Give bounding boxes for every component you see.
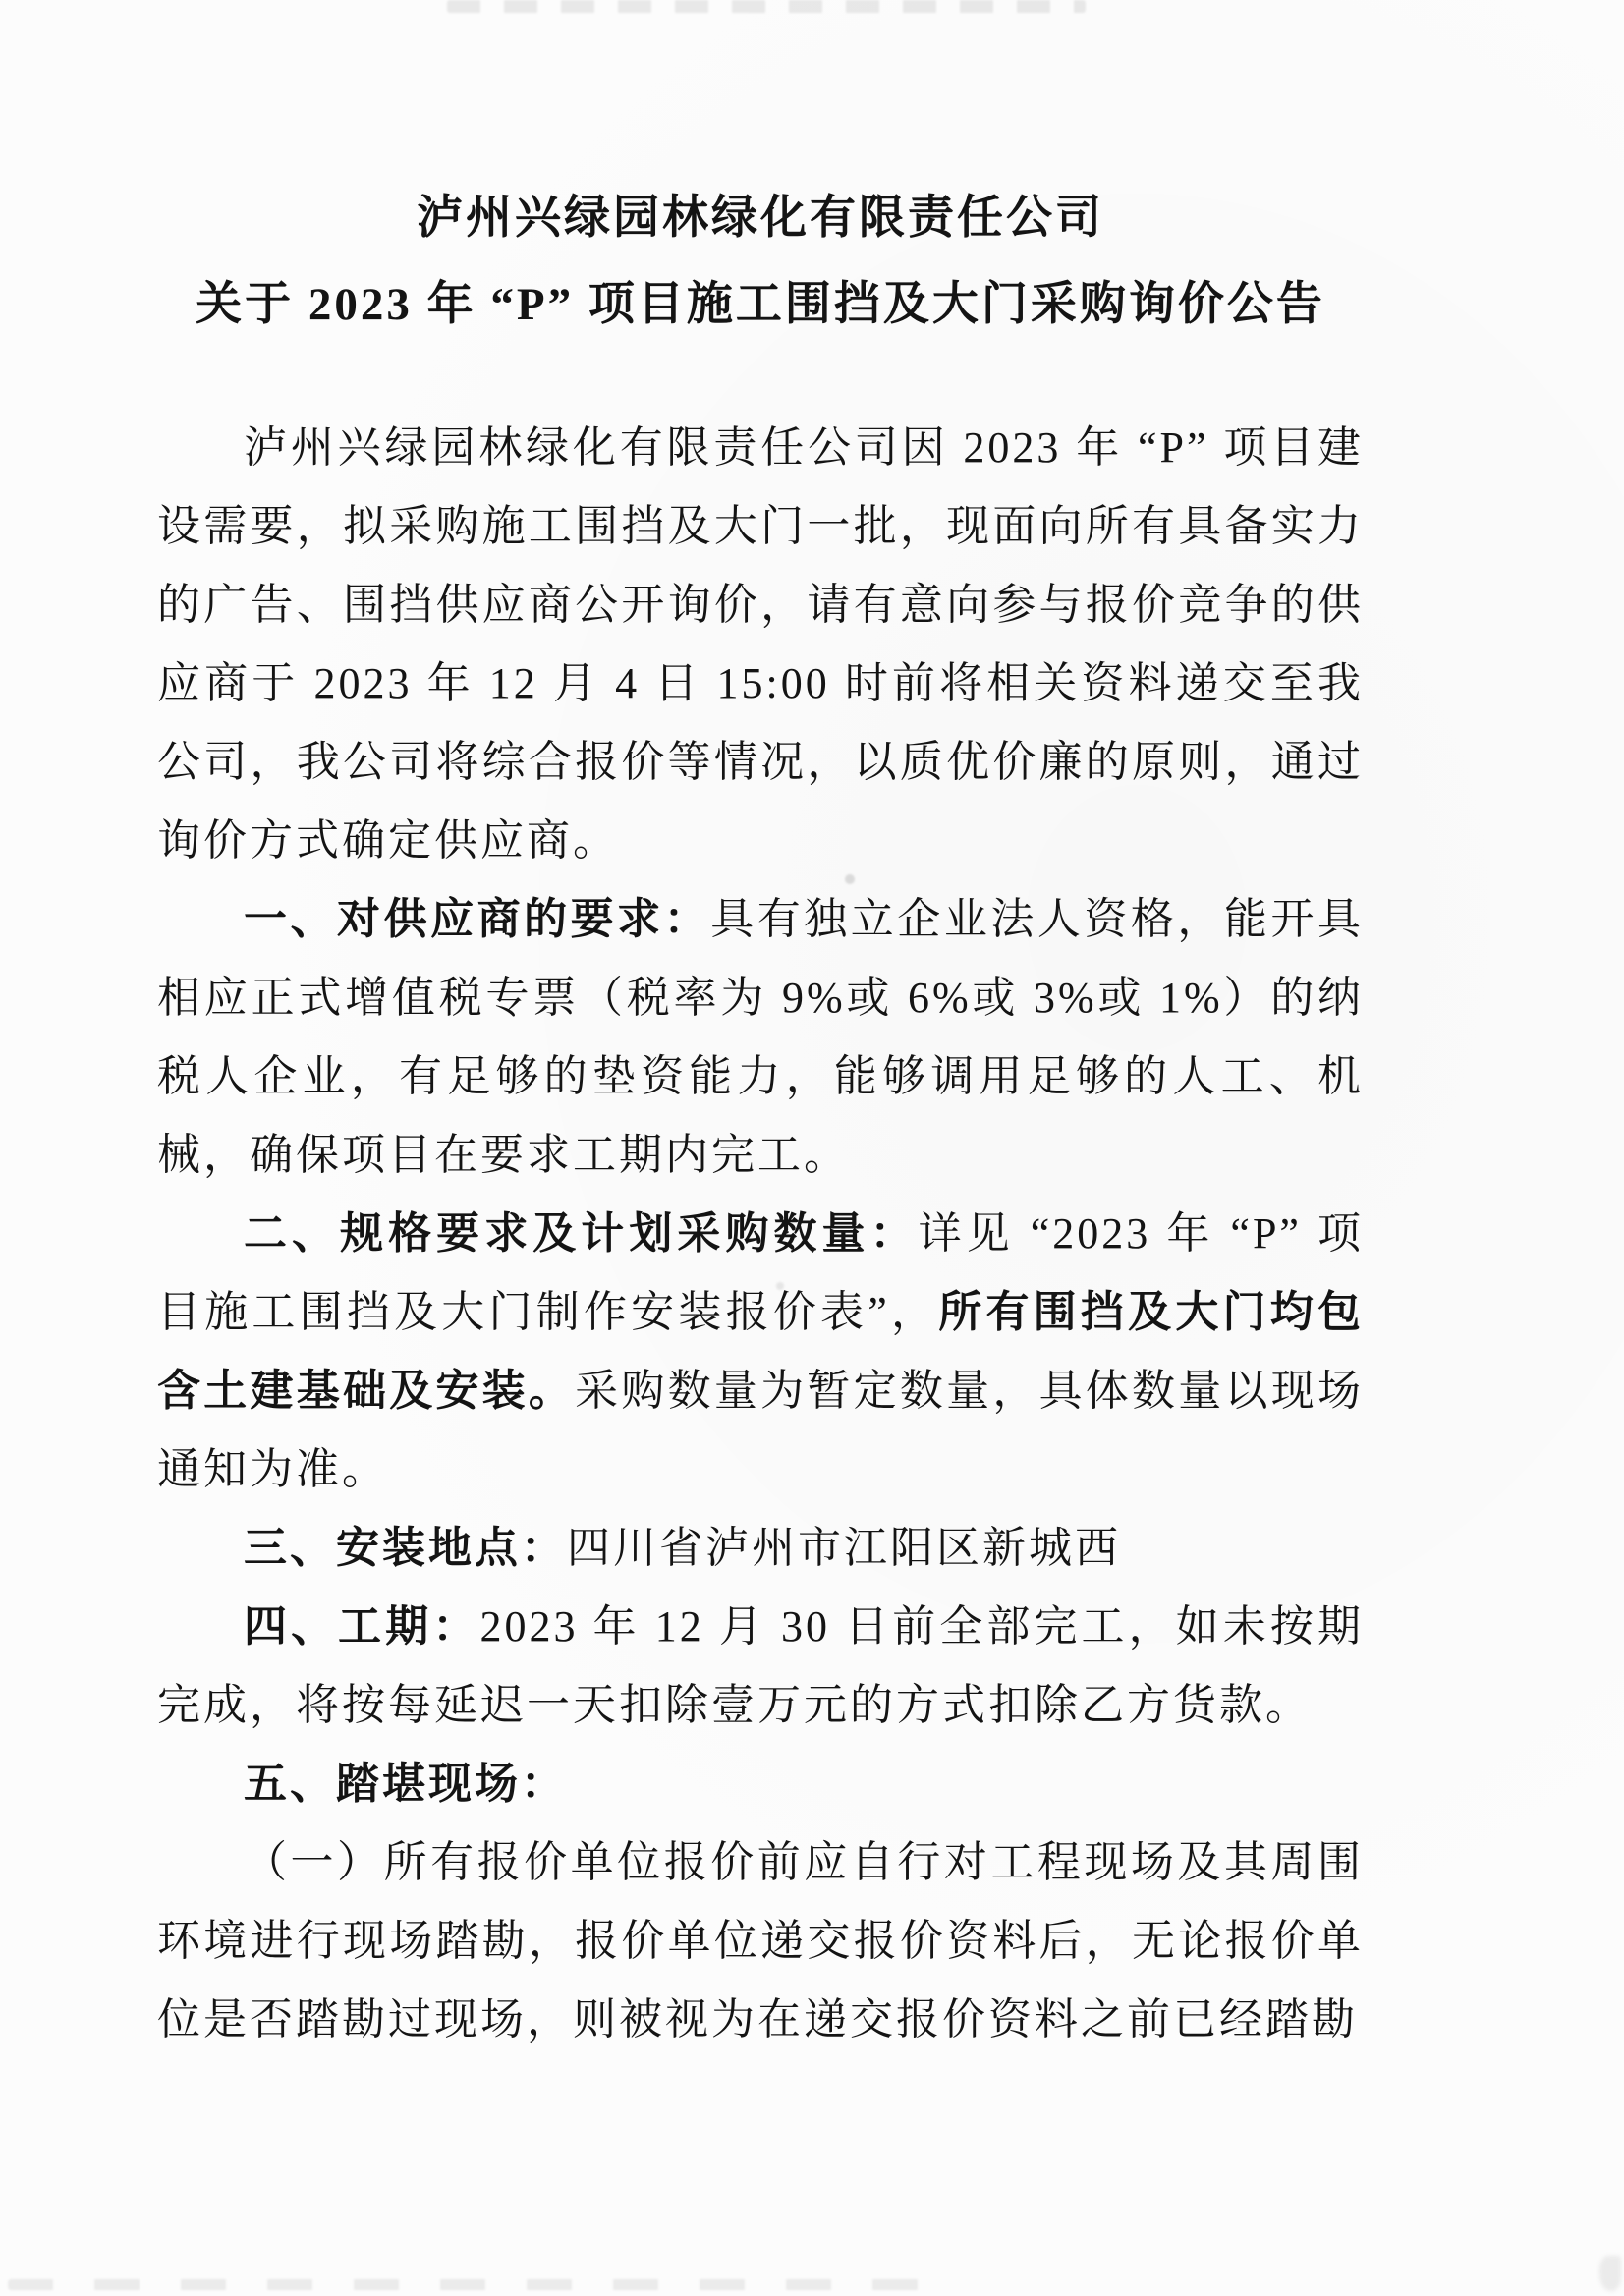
paragraph-section-5-site-survey	[157, 1745, 1364, 1823]
document-title-line1: 泸州兴绿园林绿化有限责任公司	[417, 193, 1104, 244]
document-content	[157, 175, 1364, 2059]
text-run: 详见 “2023 年 “P” 项目施工围挡及大门制作安装报价表”，	[157, 1209, 1364, 1336]
section-5-heading: 五、踏堪现场：	[244, 1760, 567, 1808]
document-title-line2: 关于 2023 年 “P” 项目施工围挡及大门采购询价公告	[196, 279, 1325, 330]
section-2-heading: 二、规格要求及计划采购数量：	[244, 1209, 919, 1258]
paragraph-section-2-specs-quantity	[157, 1195, 1364, 1509]
scan-artifact-top	[447, 0, 1086, 13]
text-run: 采购数量为暂定数量，具体数量以现场通知为准。	[157, 1367, 1365, 1493]
paragraph-section-3-install-location	[157, 1509, 1364, 1588]
paragraph-site-survey-item-1	[157, 1823, 1364, 2059]
paragraph-section-4-schedule	[157, 1588, 1364, 1745]
text-run: （一）所有报价单位报价前应自行对工程现场及其周围环境进行现场踏勘，报价单位递交报价资料后，无论报价单位是否踏勘过现场，则被视为在递交报价资料之前已经踏勘	[157, 1838, 1364, 2044]
section-3-heading: 三、安装地点：	[244, 1524, 567, 1572]
paragraph-section-1-supplier-requirements	[157, 880, 1364, 1195]
paragraph-intro	[157, 409, 1364, 880]
text-run: 四川省泸州市江阳区新城西	[567, 1524, 1121, 1572]
text-run: 具有独立企业法人资格，能开具相应正式增值税专票（税率为 9%或 6%或 3%或 1%）的纳税人企业，有足够的垫资能力，能够调用足够的人工、机械，确保项目在要求工期内完工。	[157, 895, 1365, 1179]
section-4-heading: 四、工期：	[244, 1602, 480, 1651]
text-run-emphasis: 所有围挡及大门均包含土建基础及安装。	[157, 1288, 1364, 1415]
text-run: 泸州兴绿园林绿化有限责任公司因 2023 年 “P” 项目建设需要，拟采购施工围挡及大门一批，现面向所有具备实力的广告、围挡供应商公开询价，请有意向参与报价竞争的供应商于 2023 年 12 月 4 日 15:00 时前将相关资料递交至我公司，我公司将综合报价等情况，以质优价廉的原则，通过询价方式确定供应商。	[157, 423, 1364, 865]
text-run: 2023 年 12 月 30 日前全部完工，如未按期完成，将按每延迟一天扣除壹万元的方式扣除乙方货款。	[157, 1602, 1365, 1729]
scan-artifact-bottom	[8, 2279, 931, 2290]
section-1-heading: 一、对供应商的要求：	[244, 895, 711, 943]
scan-artifact-corner	[1599, 2256, 1621, 2291]
